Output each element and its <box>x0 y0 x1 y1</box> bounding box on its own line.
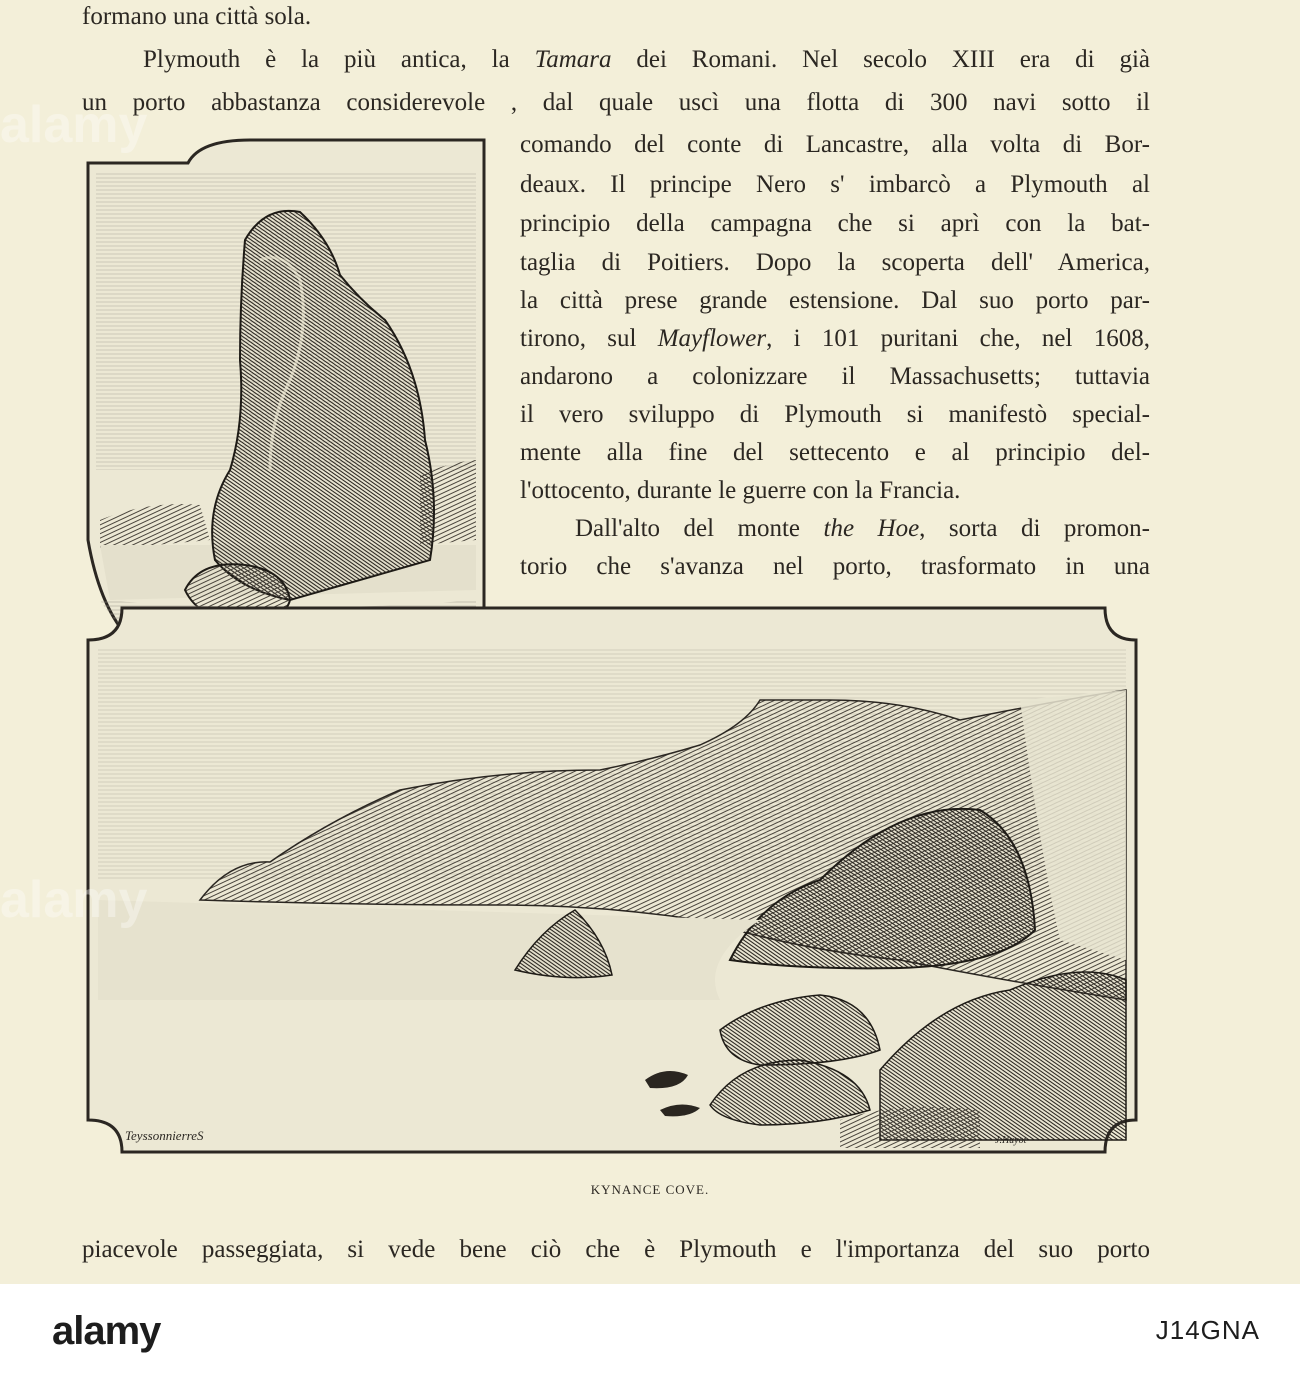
kynance-cove-engraving <box>88 608 1136 1152</box>
text-line: l'ottocento, durante le guerre con la Francia. <box>520 477 961 504</box>
figure-caption: KYNANCE COVE. <box>590 1182 710 1197</box>
text-line: formano una città sola. <box>82 3 312 30</box>
text-line: un porto abbastanza considerevole , dal quale uscì una flotta di 300 navi sotto il <box>82 89 1150 116</box>
watermark: alamy <box>0 871 148 929</box>
text-line: taglia di Poitiers. Dopo la scoperta dell' America, <box>520 249 1150 276</box>
stock-footer <box>0 1284 1300 1374</box>
text-line: la città prese grande estensione. Dal suo porto par- <box>520 287 1150 314</box>
text-line: Plymouth è la più antica, la Tamara dei Romani. Nel secolo XIII era di già <box>143 46 1150 73</box>
svg-text:TeyssonnierreS: TeyssonnierreS <box>125 1128 204 1143</box>
text-line: deaux. Il principe Nero s' imbarcò a Plymouth al <box>520 171 1150 198</box>
text-line: il vero sviluppo di Plymouth si manifestò special- <box>520 401 1150 428</box>
watermark: alamy <box>0 96 148 154</box>
text-line: tirono, sul Mayflower, i 101 puritani che, nel 1608, <box>520 325 1150 352</box>
sea-stack-engraving <box>88 140 484 668</box>
alamy-logo: alamy <box>52 1309 161 1353</box>
text-line: Dall'alto del monte the Hoe, sorta di promon- <box>575 515 1150 542</box>
text-line: torio che s'avanza nel porto, trasformato in una <box>520 553 1150 580</box>
text-line: mente alla fine del settecento e al principio del- <box>520 439 1150 466</box>
text-line: andarono a colonizzare il Massachusetts; tuttavia <box>520 363 1150 390</box>
svg-text:J.Huyot: J.Huyot <box>995 1135 1027 1146</box>
text-line: principio della campagna che si aprì con la bat- <box>520 210 1150 237</box>
image-id: J14GNA <box>1155 1315 1260 1345</box>
text-line: piacevole passeggiata, si vede bene ciò che è Plymouth e l'importanza del suo porto <box>82 1236 1150 1263</box>
text-line: comando del conte di Lancastre, alla volta di Bor- <box>520 131 1150 158</box>
